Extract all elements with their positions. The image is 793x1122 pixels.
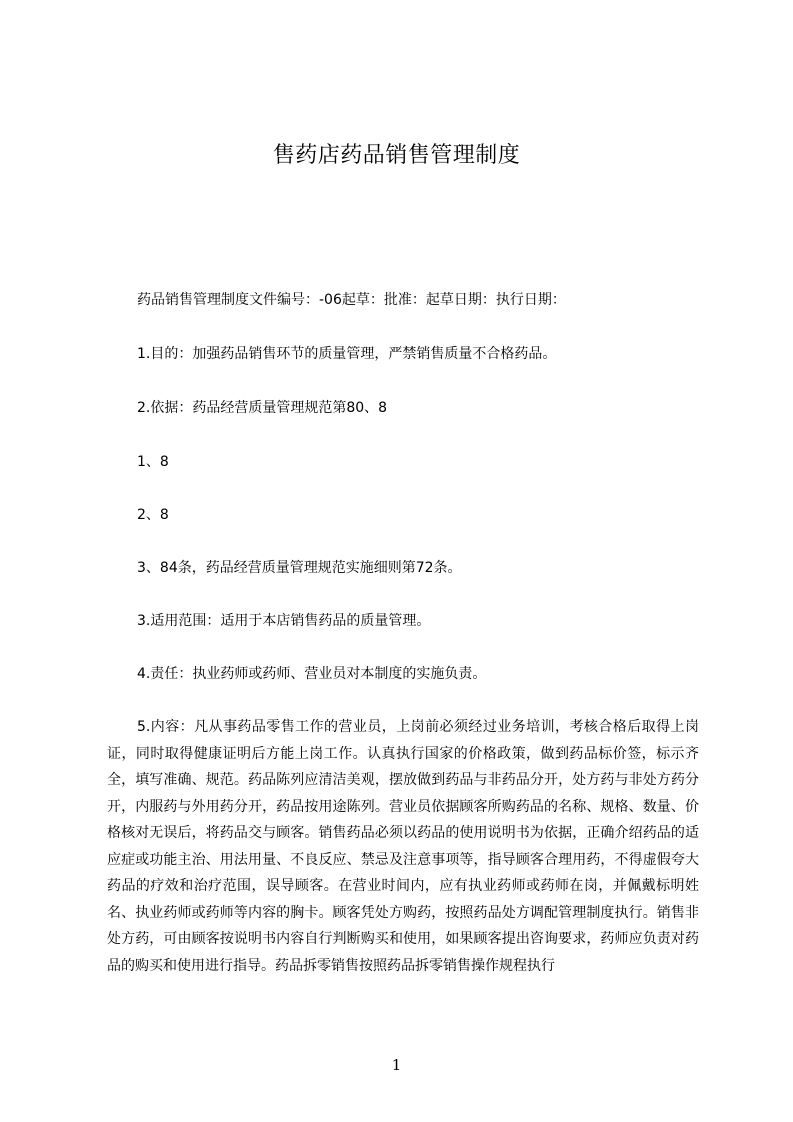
responsibility-line: 4.责任：执业药师或药师、营业员对本制度的实施负责。 (137, 666, 487, 682)
basis-line: 2.依据：药品经营质量管理规范第80、8 (137, 400, 388, 416)
basis-item-3: 3、84条，药品经营质量管理规范实施细则第72条。 (137, 560, 462, 576)
document-title: 售药店药品销售管理制度 (272, 143, 521, 168)
basis-item-1: 1、8 (137, 454, 169, 470)
document-meta-line: 药品销售管理制度文件编号：-06起草：批准：起草日期：执行日期： (137, 292, 566, 308)
purpose-line: 1.目的：加强药品销售环节的质量管理，严禁销售质量不合格药品。 (137, 346, 557, 362)
basis-item-2: 2、8 (137, 507, 169, 523)
content-paragraph: 5.内容：凡从事药品零售工作的营业员，上岗前必须经过业务培训，考核合格后取得上岗证，同时取得健康证明后方能上岗工作。认真执行国家的价格政策，做到药品标价签，标示齐全，填写准确、规范。药品陈列应清洁美观，摆放做到药品与非药品分开，处方药与非处方药分开，内服药与外用药分开，药品按用途陈列。营业员依据顾客所购药品的名称、规格、数量、价格核对无误后，将药品交与顾客。销售药品必须以药品的使用说明书为依据，正确介绍药品的适应症或功能主治、用法用量、不良反应、禁忌及注意事项等，指导顾客合理用药，不得虚假夸大药品的疗效和治疗范围，误导顾客。在营业时间内，应有执业药师或药师在岗，并佩戴标明姓名、执业药师或药师等内容的胸卡。顾客凭处方购药，按照药品处方调配管理制度执行。销售非处方药，可由顾客按说明书内容自行判断购买和使用，如果顾客提出咨询要求，药师应负责对药品的购买和使用进行指导。药品拆零销售按照药品拆零销售操作规程执行 (107, 719, 699, 974)
page-number: 1 (391, 1056, 402, 1074)
scope-line: 3.适用范围：适用于本店销售药品的质量管理。 (137, 613, 431, 629)
